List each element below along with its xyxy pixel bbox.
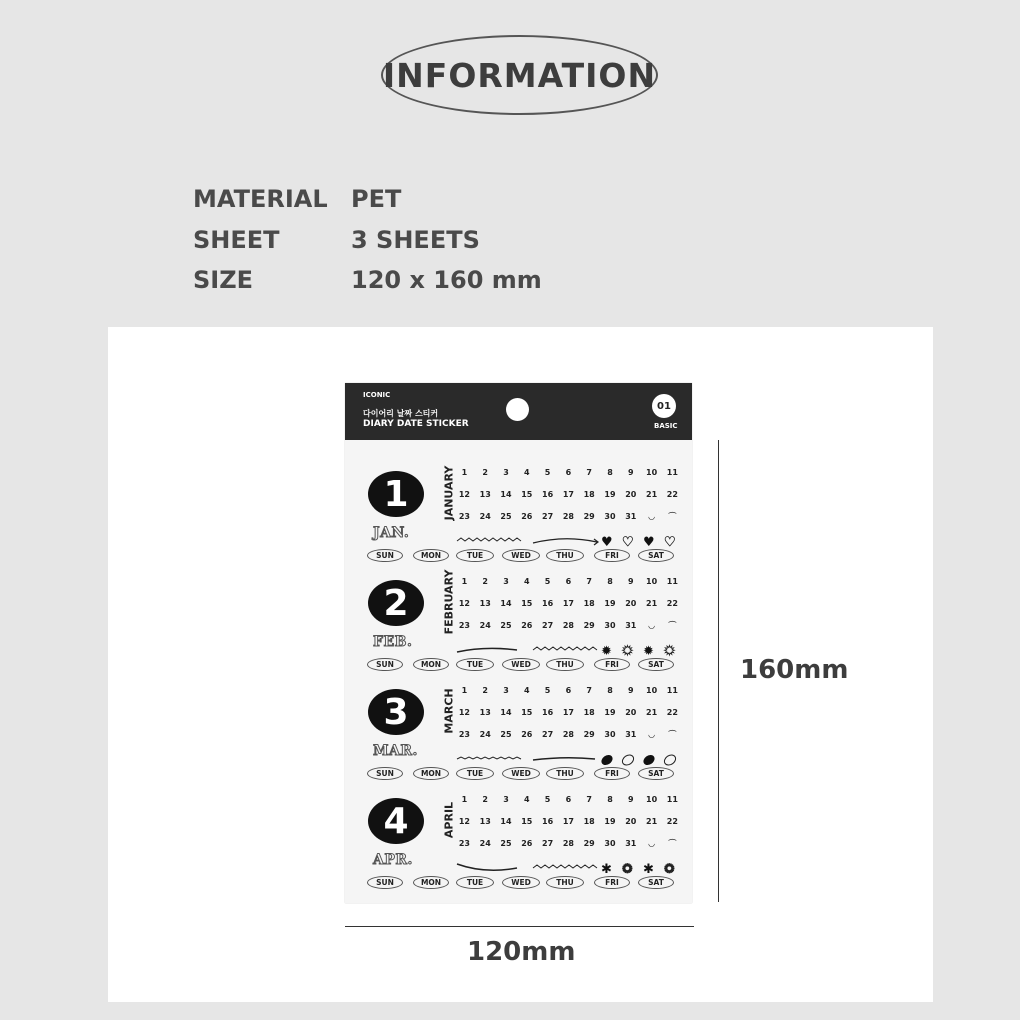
page-title: INFORMATION (382, 55, 657, 95)
weekday-pill-mon: MON (413, 658, 449, 671)
leaf-icon (642, 753, 657, 767)
day-number: 10 (646, 468, 658, 477)
day-number: 24 (479, 512, 491, 521)
month-name: MARCH (442, 688, 456, 734)
day-number: 13 (479, 708, 491, 717)
day-number: 23 (458, 621, 470, 630)
day-number: 31 (625, 839, 637, 848)
day-number: 7 (586, 577, 592, 586)
weekday-pill-sat: SAT (638, 549, 674, 562)
day-number: 7 (586, 468, 592, 477)
weekday-pill-wed: WED (502, 876, 540, 889)
day-number: 21 (646, 708, 658, 717)
day-number: 20 (625, 490, 637, 499)
day-number: 19 (604, 708, 616, 717)
day-number: 22 (666, 599, 678, 608)
spec-row-sheet (193, 226, 480, 254)
day-number: 23 (458, 512, 470, 521)
width-dimension-label: 120mm (467, 937, 576, 967)
weekday-pill-fri: FRI (594, 876, 630, 889)
day-number: 18 (583, 817, 595, 826)
day-number: 18 (583, 599, 595, 608)
weekday-pill-mon: MON (413, 549, 449, 562)
day-number: 27 (542, 512, 554, 521)
day-number: 19 (604, 599, 616, 608)
date-grid (454, 574, 683, 634)
day-number: 5 (544, 468, 551, 477)
day-number: 27 (542, 621, 554, 630)
day-number: 26 (521, 839, 533, 848)
day-number: 18 (583, 490, 595, 499)
curve-line (457, 864, 517, 870)
day-number: 6 (565, 795, 572, 804)
day-number: 30 (604, 839, 616, 848)
face-icon: ◡ (648, 512, 655, 521)
face-icon: ⌒ (668, 621, 677, 630)
day-number: 10 (646, 577, 658, 586)
sun-icon: ✹ (601, 644, 612, 659)
day-number: 20 (625, 708, 637, 717)
weekday-pill-fri: FRI (594, 658, 630, 671)
title-badge (381, 35, 658, 115)
day-number: 29 (583, 512, 595, 521)
sun-icon: ✹ (643, 644, 654, 659)
date-grid (454, 792, 683, 852)
wavy-line (457, 757, 521, 759)
day-number: 2 (482, 795, 488, 804)
day-number: 30 (604, 512, 616, 521)
day-number: 2 (482, 686, 488, 695)
day-number: 7 (586, 686, 592, 695)
day-number: 20 (625, 599, 637, 608)
day-number: 11 (666, 686, 678, 695)
product-name: DIARY DATE STICKER (363, 419, 469, 429)
day-number: 22 (666, 817, 678, 826)
day-number: 11 (666, 577, 678, 586)
day-number: 4 (524, 795, 530, 804)
day-number: 8 (607, 468, 613, 477)
day-number: 15 (521, 490, 533, 499)
month-block-march (345, 671, 692, 779)
month-name: FEBRUARY (442, 569, 456, 635)
hanger-hole (506, 398, 529, 421)
day-number: 6 (565, 577, 572, 586)
day-number: 13 (479, 817, 491, 826)
day-number: 4 (524, 577, 530, 586)
day-number: 22 (666, 708, 678, 717)
day-number: 28 (562, 839, 574, 848)
day-number: 11 (666, 468, 678, 477)
weekday-pill-wed: WED (502, 767, 540, 780)
day-number: 11 (666, 795, 678, 804)
month-block-april (345, 780, 692, 888)
day-number: 26 (521, 512, 533, 521)
day-number: 1 (461, 468, 468, 477)
face-icon: ⌒ (668, 839, 677, 848)
weekday-pill-sat: SAT (638, 658, 674, 671)
weekday-pill-tue: TUE (456, 876, 494, 889)
face-icon: ◡ (648, 621, 655, 630)
month-name: APRIL (442, 801, 456, 839)
month-number: 1 (368, 471, 424, 517)
day-number: 3 (503, 795, 509, 804)
day-number: 8 (607, 577, 613, 586)
month-abbr: FEB. (373, 634, 413, 650)
day-number: 9 (627, 795, 634, 804)
heart-icon: ♥ (622, 535, 634, 550)
day-number: 9 (627, 577, 634, 586)
day-number: 29 (583, 839, 595, 848)
day-number: 19 (604, 817, 616, 826)
face-icon: ⌒ (668, 512, 677, 521)
day-number: 10 (646, 795, 658, 804)
day-number: 30 (604, 621, 616, 630)
day-number: 14 (500, 817, 512, 826)
month-number: 2 (368, 580, 424, 626)
day-number: 9 (627, 468, 634, 477)
day-number: 15 (521, 599, 533, 608)
curve-line (457, 648, 517, 652)
spec-value: 120 x 160 mm (351, 266, 542, 294)
weekday-pill-thu: THU (546, 549, 584, 562)
day-number: 25 (500, 621, 512, 630)
day-number: 24 (479, 730, 491, 739)
day-number: 2 (482, 468, 488, 477)
day-number: 4 (524, 686, 530, 695)
spec-label: SIZE (193, 266, 254, 294)
day-number: 3 (503, 577, 509, 586)
day-number: 22 (666, 490, 678, 499)
heart-icon: ♥ (601, 535, 613, 550)
day-number: 12 (458, 708, 470, 717)
day-number: 30 (604, 730, 616, 739)
day-number: 10 (646, 686, 658, 695)
weekday-pill-sun: SUN (367, 658, 403, 671)
date-grid (454, 683, 683, 743)
day-number: 24 (479, 621, 491, 630)
day-number: 16 (542, 817, 554, 826)
day-number: 23 (458, 839, 470, 848)
day-number: 16 (542, 708, 554, 717)
leaf-icon (621, 753, 636, 767)
day-number: 21 (646, 599, 658, 608)
height-dimension-label: 160mm (740, 655, 849, 685)
day-number: 14 (500, 599, 512, 608)
day-number: 17 (562, 708, 574, 717)
spec-row-material (193, 185, 401, 213)
day-number: 24 (479, 839, 491, 848)
day-number: 27 (542, 839, 554, 848)
day-number: 5 (544, 686, 551, 695)
day-number: 6 (565, 468, 572, 477)
width-dimension-line (345, 926, 694, 927)
weekday-pill-thu: THU (546, 658, 584, 671)
day-number: 27 (542, 730, 554, 739)
spec-value: PET (351, 185, 402, 213)
day-number: 17 (562, 599, 574, 608)
day-number: 15 (521, 708, 533, 717)
curve-line (533, 758, 595, 760)
day-number: 2 (482, 577, 488, 586)
day-number: 4 (524, 468, 530, 477)
month-block-february (345, 562, 692, 670)
month-name: JANUARY (442, 465, 456, 521)
korean-product-name: 다이어리 날짜 스티커 (363, 409, 439, 418)
weekday-pill-tue: TUE (456, 767, 494, 780)
arrow-line (533, 539, 597, 543)
day-number: 13 (479, 599, 491, 608)
edition-label: BASIC (654, 422, 678, 430)
weekday-pill-fri: FRI (594, 767, 630, 780)
day-number: 17 (562, 490, 574, 499)
leaf-icon (600, 753, 615, 767)
month-abbr: MAR. (373, 743, 418, 759)
face-icon: ◡ (648, 730, 655, 739)
day-number: 21 (646, 817, 658, 826)
weekday-pill-wed: WED (502, 549, 540, 562)
weekday-pill-wed: WED (502, 658, 540, 671)
weekday-pill-thu: THU (546, 767, 584, 780)
day-number: 31 (625, 512, 637, 521)
month-abbr: APR. (373, 852, 413, 868)
month-number: 3 (368, 689, 424, 735)
spec-label: SHEET (193, 226, 280, 254)
day-number: 3 (503, 468, 509, 477)
face-icon: ⌒ (668, 730, 677, 739)
day-number: 6 (565, 686, 572, 695)
day-number: 26 (521, 621, 533, 630)
weekday-pill-tue: TUE (456, 658, 494, 671)
day-number: 3 (503, 686, 509, 695)
face-icon: ◡ (648, 839, 655, 848)
day-number: 17 (562, 817, 574, 826)
day-number: 16 (542, 490, 554, 499)
asterisk-icon: ✺ (664, 862, 675, 877)
heart-icon: ♥ (664, 535, 676, 550)
month-block-january (345, 453, 692, 561)
day-number: 29 (583, 730, 595, 739)
day-number: 19 (604, 490, 616, 499)
weekday-pill-thu: THU (546, 876, 584, 889)
sheet-number-badge: 01 (652, 394, 676, 418)
day-number: 31 (625, 730, 637, 739)
day-number: 5 (544, 577, 551, 586)
weekday-pill-sun: SUN (367, 876, 403, 889)
day-number: 12 (458, 817, 470, 826)
day-number: 9 (627, 686, 634, 695)
day-number: 1 (461, 795, 468, 804)
day-number: 21 (646, 490, 658, 499)
day-number: 13 (479, 490, 491, 499)
sticker-sheet (345, 383, 692, 903)
wavy-line (533, 865, 597, 868)
asterisk-icon: ✱ (643, 862, 654, 877)
sun-icon: ✹ (664, 644, 675, 659)
day-number: 16 (542, 599, 554, 608)
sun-icon: ✹ (622, 644, 633, 659)
wavy-line (457, 538, 521, 541)
spec-label: MATERIAL (193, 185, 328, 213)
day-number: 1 (461, 686, 468, 695)
weekday-pill-sun: SUN (367, 767, 403, 780)
month-number: 4 (368, 798, 424, 844)
weekday-row (345, 876, 692, 892)
day-number: 25 (500, 839, 512, 848)
day-number: 12 (458, 599, 470, 608)
day-number: 8 (607, 795, 613, 804)
weekday-pill-sun: SUN (367, 549, 403, 562)
day-number: 1 (461, 577, 468, 586)
day-number: 14 (500, 490, 512, 499)
day-number: 7 (586, 795, 592, 804)
spec-value: 3 SHEETS (351, 226, 480, 254)
day-number: 28 (562, 621, 574, 630)
day-number: 31 (625, 621, 637, 630)
day-number: 18 (583, 708, 595, 717)
weekday-pill-mon: MON (413, 876, 449, 889)
wavy-line (533, 647, 597, 650)
sheet-header (345, 383, 692, 440)
day-number: 12 (458, 490, 470, 499)
day-number: 14 (500, 708, 512, 717)
day-number: 25 (500, 730, 512, 739)
day-number: 28 (562, 512, 574, 521)
day-number: 28 (562, 730, 574, 739)
day-number: 5 (544, 795, 551, 804)
asterisk-icon: ✱ (601, 862, 612, 877)
spec-row-size (193, 266, 542, 294)
weekday-pill-sat: SAT (638, 876, 674, 889)
day-number: 15 (521, 817, 533, 826)
weekday-pill-fri: FRI (594, 549, 630, 562)
month-abbr: JAN. (373, 525, 410, 541)
day-number: 25 (500, 512, 512, 521)
weekday-pill-tue: TUE (456, 549, 494, 562)
weekday-pill-mon: MON (413, 767, 449, 780)
day-number: 20 (625, 817, 637, 826)
leaf-icon (663, 753, 678, 767)
brand-label: ICONIC (363, 391, 391, 399)
asterisk-icon: ✺ (622, 862, 633, 877)
day-number: 23 (458, 730, 470, 739)
day-number: 26 (521, 730, 533, 739)
day-number: 29 (583, 621, 595, 630)
height-dimension-line (718, 440, 719, 902)
day-number: 8 (607, 686, 613, 695)
heart-icon: ♥ (643, 535, 655, 550)
date-grid (454, 465, 683, 525)
weekday-pill-sat: SAT (638, 767, 674, 780)
